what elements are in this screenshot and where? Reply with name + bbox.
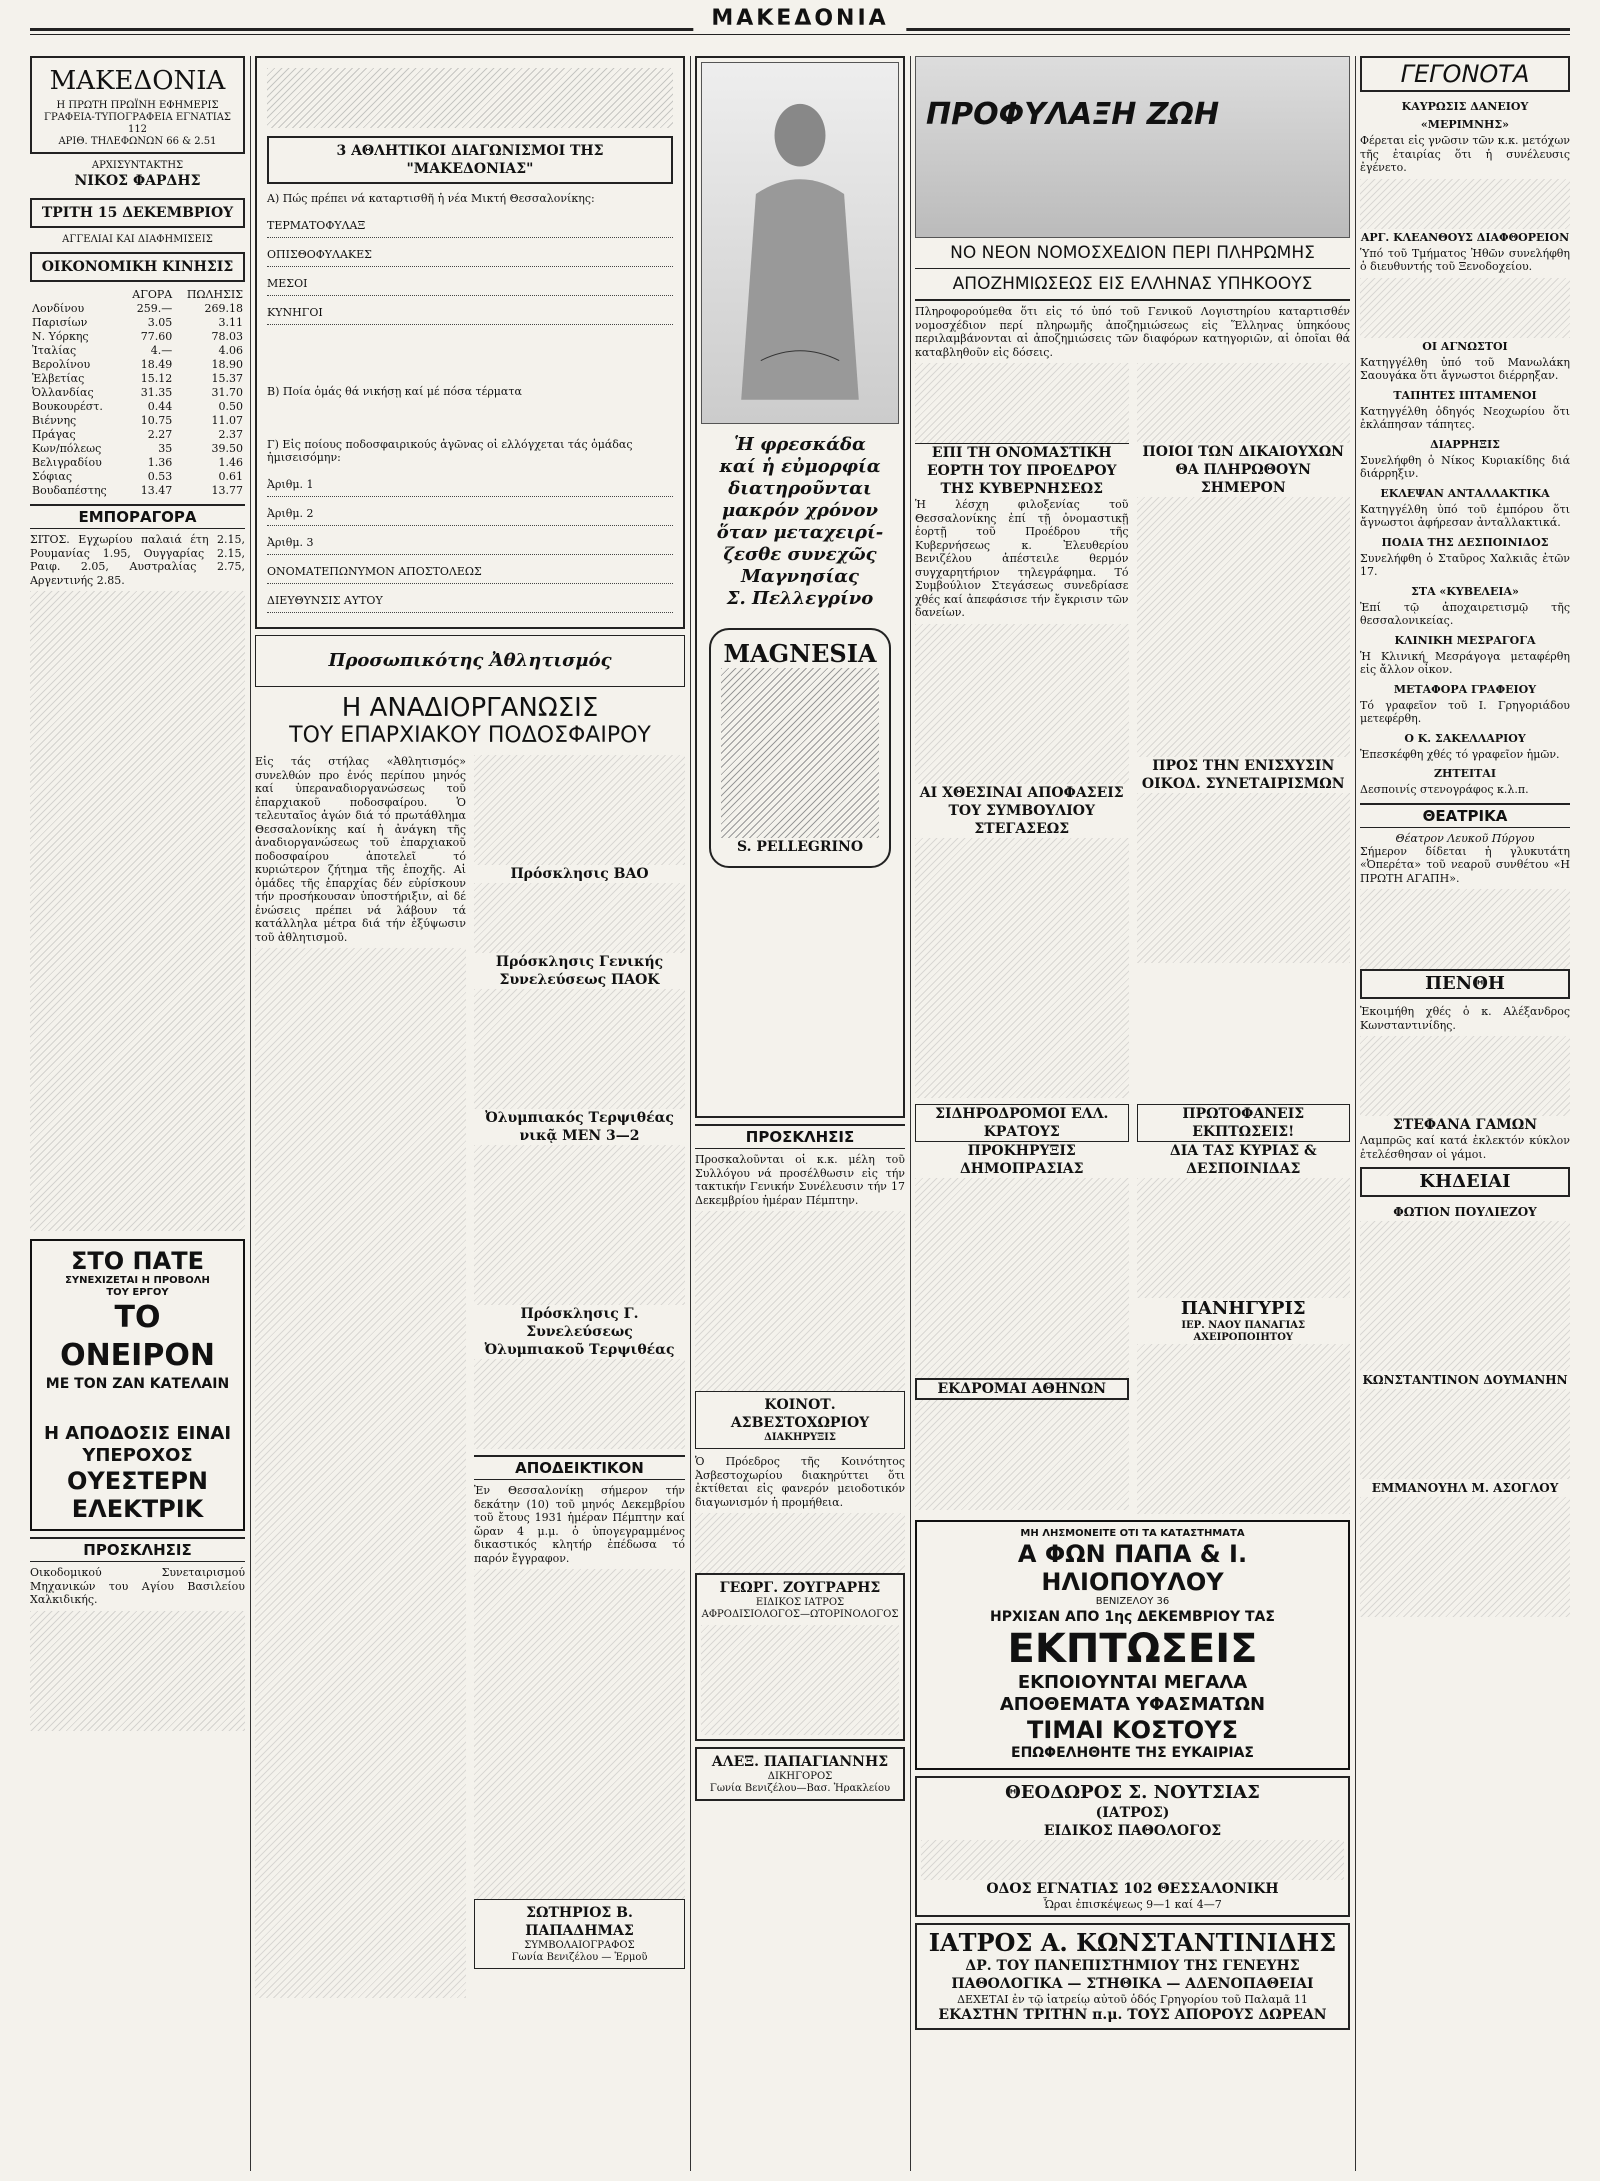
pate-cinema-ad (30, 1239, 245, 1531)
masthead-title: ΜΑΚΕΔΟΝΙΑ (693, 6, 906, 31)
buy-rate: 10.75 (140, 414, 173, 427)
issue-date: ΤΡΙΤΗ 15 ΔΕΚΕΜΒΡΙΟΥ (41, 205, 234, 221)
ad-slogan-line: διατηροῦνται (728, 478, 872, 499)
event-heading: Ο Κ. ΣΑΚΕΛΛΑΡΙΟΥ (1404, 731, 1526, 745)
doctor-specialty: ΑΦΡΟΔΙΣΙΟΛΟΓΟΣ—ΩΤΟΡΙΝΟΛΟΓΟΣ (701, 1609, 899, 1620)
article-text-block (915, 624, 1129, 784)
currency-name: Πράγας (32, 428, 76, 441)
event-heading: ΚΛΙΝΙΚΗ ΜΕΣΡΑΓΟΓΑ (1394, 633, 1536, 647)
contest-coupon (255, 56, 685, 629)
ad-slogan-line: μακρόν χρόνον (721, 500, 879, 521)
invite-heading: ΠΡΟΣΚΛΗΣΙΣ (30, 1537, 245, 1562)
editor-name: ΝΙΚΟΣ ΦΑΡΔΗΣ (74, 173, 201, 189)
article-text-block (474, 1145, 685, 1305)
currency-name: Βιέννης (32, 414, 77, 427)
event-heading: ΟΙ ΑΓΝΩΣΤΟΙ (1422, 339, 1508, 353)
invite-heading: ΠΡΟΣΚΛΗΣΙΣ (695, 1124, 905, 1149)
invite-text: Οικοδομικού Συνεταιρισμού Μηχανικών του Αγίου Βασιλείου Χαλκιδικής. (30, 1566, 245, 1606)
table-header-cell (30, 288, 123, 302)
article-columns (915, 363, 1350, 1098)
lawyer2-name: ΑΛΕΞ. ΠΑΠΑΓΙΑΝΝΗΣ (711, 1754, 889, 1770)
event-text: Κατηγγέλθη ὁδηγός Νεοχωρίου ὅτι ἐκλάπησαν τάπητες. (1360, 404, 1570, 431)
event-heading: ΣΤΑ «ΚΥΒΕΛΕΙΑ» (1411, 584, 1519, 598)
doctor3-note: ΔΕΧΕΤΑΙ ἐν τῷ ἰατρείῳ αὐτοῦ ὁδός Γρηγορίου τοῦ Παλαμᾶ 11 (957, 1992, 1308, 2006)
coupon-field: ΜΕΣΟΙ (267, 271, 673, 296)
article-text-block (474, 1359, 685, 1449)
article-text-block (915, 838, 1129, 1098)
paper-title: ΜΑΚΕΔΟΝΙΑ (49, 66, 226, 96)
sell-rate: 3.11 (218, 316, 243, 329)
pate-ad-line: ΣΥΝΕΧΙΖΕΤΑΙ Η ΠΡΟΒΟΛΗ (65, 1275, 210, 1286)
invite-text-block (695, 1211, 905, 1391)
buy-rate: 1.36 (147, 456, 173, 469)
table-row (30, 484, 245, 498)
currency-name: Ἑλβετίας (32, 372, 85, 385)
column-rule (1355, 56, 1356, 2171)
sell-rate: 31.70 (211, 386, 243, 399)
lawyer2-ad (695, 1747, 905, 1801)
buy-rate: 35 (158, 442, 173, 455)
coupon-field: Ἀριθμ. 1 (267, 472, 673, 497)
community-notice (695, 1391, 905, 1449)
store-ad-line: ΤΙΜΑΙ ΚΟΣΤΟΥΣ (1027, 1715, 1238, 1744)
doctor2-text-block (921, 1840, 1344, 1880)
banner-illustration (915, 56, 1350, 238)
market-text-block (30, 591, 245, 1231)
certificate-heading: ΑΠΟΔΕΙΚΤΙΚΟΝ (474, 1455, 685, 1480)
doctor2-ad (915, 1776, 1350, 1917)
invite-text: Προσκαλοῦνται οἱ κ.κ. μέλη τοῦ Συλλόγου νά προσέλθωσιν εἰς τήν τακτικήν Γενικήν Συνέλευσιν τήν 17 Δεκεμβρίου ἡμέραν Πέμπτην. (695, 1153, 905, 1207)
doctor2-specialty: ΕΙΔΙΚΟΣ ΠΑΘΟΛΟΓΟΣ (1043, 1822, 1222, 1839)
lead-text: Πληροφορούμεθα ὅτι εἰς τό ὑπό τοῦ Γενικοῦ Λογιστηρίου καταρτισθέν νομοσχέδιον περί πληρωμῆς ἀποζημιώσεως εἰς Ἕλληνας ὑπηκόους περιλαμβάνονται αἱ ἀποζημιώσεις τῶν διαφόρων κατηγοριῶν, αἱ ὁποῖαι θά καταβληθοῦν εἰς δόσεις. (915, 305, 1350, 359)
lawyer2-address: Γωνία Βενιζέλου—Βασ. Ἡρακλείου (709, 1783, 891, 1794)
buy-rate: 3.05 (147, 316, 173, 329)
ad-slogan-line: Ἡ φρεσκάδα (734, 434, 866, 455)
sell-rate: 11.07 (211, 414, 243, 427)
currency-name: Ὀλλανδίας (32, 386, 94, 399)
festival-text-block (1137, 1344, 1351, 1514)
ad-slogan-line: ζεσθε συνεχῶς (723, 544, 877, 565)
sub-heading: ΕΠΙ ΤΗ ΟΝΟΜΑΣΤΙΚΗ ΕΟΡΤΗ ΤΟΥ ΠΡΟΕΔΡΟΥ ΤΗΣ ΚΥΒΕΡΝΗΣΕΩΣ (915, 443, 1129, 498)
store-ad-line: ΜΗ ΛΗΣΜΟΝΕΙΤΕ ΟΤΙ ΤΑ ΚΑΤΑΣΤΗΜΑΤΑ (1020, 1527, 1245, 1539)
rail-title: ΣΙΔΗΡΟΔΡΟΜΟΙ ΕΛΛ. ΚΡΑΤΟΥΣ (915, 1104, 1129, 1142)
notices-row (915, 1104, 1350, 1514)
column-rule (690, 56, 691, 2171)
economic-box (30, 252, 245, 282)
economic-heading: ΟΙΚΟΝΟΜΙΚΗ ΚΙΝΗΣΙΣ (41, 259, 234, 275)
sub-heading: Πρόσκλησις Γ. Συνελεύσεως Ὀλυμπιακοῦ Τερψιθέας (484, 1306, 675, 1358)
currency-name: Βελιγραδίου (32, 456, 102, 469)
table-row (30, 358, 245, 372)
doctor2-name: ΘΕΟΔΩΡΟΣ Σ. ΝΟΥΤΣΙΑΣ (1005, 1781, 1260, 1803)
doctor-title: ΕΙΔΙΚΟΣ ΙΑΤΡΟΣ (755, 1597, 845, 1608)
contest-question: Β) Ποία ὁμάς θά νικήσῃ καί μέ πόσα τέρματα (267, 385, 522, 398)
sale-text-block (1137, 1178, 1351, 1298)
pate-ad-line: ΣΤΟ ΠΑΤΕ (71, 1247, 204, 1275)
paper-address: ΓΡΑΦΕΙΑ-ΤΥΠΟΓΡΑΦΕΙΑ ΕΓΝΑΤΙΑΣ 112 (44, 112, 231, 135)
buy-rate: 13.47 (140, 484, 173, 497)
doctor2-hours: Ὧραι ἐπισκέψεως 9—1 καί 4—7 (1043, 1897, 1222, 1911)
store-ad-line: ΗΡΧΙΣΑΝ ΑΠΟ 1ης ΔΕΚΕΜΒΡΙΟΥ ΤΑΣ (990, 1608, 1275, 1625)
community-title: ΚΟΙΝΟΤ. ΑΣΒΕΣΤΟΧΩΡΙΟΥ (730, 1397, 870, 1431)
community-text-block (695, 1513, 905, 1573)
doctor3-specialty: ΠΑΘΟΛΟΓΙΚΑ — ΣΤΗΘΙΚΑ — ΑΔΕΝΟΠΑΘΕΙΑΙ (951, 1975, 1314, 1992)
article-text-block (1137, 363, 1351, 443)
ad-slogan-line: Μαγνησίας (740, 566, 860, 587)
lawyer-ad (474, 1899, 685, 1969)
event-text: Φέρεται εἰς γνῶσιν τῶν κ.κ. μετόχων τῆς ἐταιρίας ὅτι ἡ συνέλευσις ἐγένετο. (1360, 134, 1570, 174)
table-row (30, 330, 245, 344)
event-text: Κατηγγέλθη ὑπό τοῦ ἐμπόρου ὅτι ἄγνωστοι ἀφήρεσαν ἀνταλλακτικά. (1360, 502, 1570, 529)
theatre-sub: Θέατρον Λευκοῦ Πύργου (1395, 831, 1535, 845)
event-heading: ΚΑΥΡΩΣΙΣ ΔΑΝΕΙΟΥ «ΜΕΡΙΜΝΗΣ» (1401, 100, 1529, 131)
article-headline: Η ΑΝΑΔΙΟΡΓΑΝΩΣΙΣ (341, 693, 599, 723)
ad-slogan-line: καί ἡ εὐμορφία (719, 456, 881, 477)
sale-title: ΠΡΩΤΟΦΑΝΕΙΣ ΕΚΠΤΩΣΕΙΣ! (1137, 1104, 1351, 1142)
pellegrino-ad (695, 56, 905, 1118)
event-heading: ΜΕΤΑΦΟΡΑ ΓΡΑΦΕΙΟΥ (1393, 682, 1537, 696)
ad-illustration (701, 62, 899, 424)
pate-ad-film-title: ΤΟ ΟΝΕΙΡΟΝ (60, 1300, 215, 1373)
funeral-text-block (1360, 1221, 1570, 1371)
table-row (30, 442, 245, 456)
store-ad-name: Α ΦΩΝ ΠΑΠΑ & Ι. ΗΛΙΟΠΟΥΛΟΥ (1017, 1539, 1248, 1596)
store-ad-line: ΑΠΟΘΕΜΑΤΑ ΥΦΑΣΜΑΤΩΝ (999, 1693, 1266, 1715)
sell-rate: 39.50 (211, 442, 243, 455)
table-row (30, 316, 245, 330)
store-ad-discounts: ΕΚΠΤΩΣΕΙΣ (1007, 1625, 1258, 1672)
sell-rate: 18.90 (211, 358, 243, 371)
buy-rate: 4.— (150, 344, 173, 357)
store-ad (915, 1520, 1350, 1770)
doctor2-address: ΟΔΟΣ ΕΓΝΑΤΙΑΣ 102 ΘΕΣΣΑΛΟΝΙΚΗ (986, 1880, 1279, 1897)
magnesia-text: MAGNESIA (723, 639, 877, 668)
table-header-cell: ΠΩΛΗΣΙΣ (186, 288, 243, 301)
article-text-block (1137, 497, 1351, 757)
masthead (30, 6, 1570, 40)
table-row (30, 428, 245, 442)
coupon-field: ΚΥΝΗΓΟΙ (267, 300, 673, 325)
community-sub: ΔΙΑΚΗΡΥΞΙΣ (764, 1432, 836, 1443)
column-1 (30, 56, 245, 2171)
mourning-heading: ΠΕΝΘΗ (1425, 973, 1505, 994)
sell-rate: 269.18 (204, 302, 243, 315)
ad-slogan-line: ὅταν μεταχειρί- (716, 522, 884, 543)
event-heading: ΤΑΠΗΤΕΣ ΙΠΤΑΜΕΝΟΙ (1393, 388, 1537, 402)
article-text: Ἡ λέσχη φιλοξενίας τοῦ Θεσσαλονίκης ἐπί τῇ ὀνομαστικῇ ἑορτῇ τοῦ Προέδρου τῆς Κυβερνήσεως κ. Ἐλευθερίου Βενιζέλου ἀπέστειλε θερμόν συγχαρητήριον τηλεγράφημα. Τό Συμβούλιον Στεγάσεως συνεδρίασε χθές καί ἀπεφάσισε τήν ἔγκρισιν τῶν δανείων. (915, 498, 1129, 619)
article-headline: ΤΟΥ ΕΠΑΡΧΙΑΚΟΥ ΠΟΔΟΣΦΑΙΡΟΥ (289, 723, 651, 748)
sub-heading: Πρόσκλησις Γενικής Συνελεύσεως ΠΑΟΚ (495, 954, 664, 988)
article-text-block (915, 363, 1129, 443)
table-row (30, 456, 245, 470)
sell-rate: 78.03 (211, 330, 243, 343)
funeral-text-block (1360, 1497, 1570, 1617)
excursion-title: ΕΚΔΡΟΜΑΙ ΑΘΗΝΩΝ (915, 1378, 1129, 1400)
pate-ad-line: ΜΕ ΤΟΝ ΖΑΝ ΚΑΤΕΛΑΙΝ (45, 1376, 230, 1392)
article-text-block (255, 948, 466, 1998)
mourning-text-block (1360, 1036, 1570, 1116)
pellegrino-text: S. PELLEGRINO (736, 839, 864, 855)
column-rule (250, 56, 251, 2171)
article-text-block (1137, 793, 1351, 963)
editor-label: ΑΡΧΙΣΥΝΤΑΚΤΗΣ (91, 160, 184, 171)
sell-rate: 4.06 (218, 344, 243, 357)
currency-name: Ν. Υόρκης (32, 330, 89, 343)
coupon-field: ΤΕΡΜΑΤΟΦΥΛΑΞ (267, 213, 673, 238)
ad-slogan-line: Σ. Πελλεγρίνο (726, 588, 874, 609)
currency-name: Λονδίνου (32, 302, 85, 315)
article-headline: ΑΠΟΖΗΜΙΩΣΕΩΣ ΕΙΣ ΕΛΛΗΝΑΣ ΥΠΗΚΟΟΥΣ (915, 269, 1350, 301)
events-title-box (1360, 56, 1570, 92)
article-text: Εἰς τάς στήλας «Ἀθλητισμός» συνελθών προ ἑνός περίπου μηνός καί ὑπεραναδιοργανώσεως τοῦ ἐπαρχιακοῦ ποδοσφαίρου. Ὁ τελευταῖος ἀγών διά τό πρωτάθλημα Θεσσαλονίκης καί ἡ ἀνάγκη τῆς ἀναδιοργανώσεως τοῦ ἐπαρχιακοῦ ποδοσφαίρου ἀποτελεῖ τό κυριώτερον ζήτημα τῆς ἐποχῆς. Αἱ ὁμάδες τῆς ἐπαρχίας δέν εὑρίσκουν τήν προσήκουσαν ὑποστήριξιν, αἱ δέ ἑνώσεις πρέπει νά λάβουν τά κατάλληλα μέτρα διά τήν ἐξύψωσιν τοῦ ἀθλητισμοῦ. (255, 755, 466, 944)
doctor2-title: (ΙΑΤΡΟΣ) (1095, 1804, 1170, 1821)
funeral-name: ΕΜΜΑΝΟΥΗΛ Μ. ΑΣΟΓΛΟΥ (1371, 1481, 1559, 1495)
buy-rate: 2.27 (147, 428, 173, 441)
event-heading: ΕΚΛΕΨΑΝ ΑΝΤΑΛΛΑΚΤΙΚΑ (1380, 486, 1550, 500)
paper-nameplate (30, 56, 245, 154)
buy-rate: 0.53 (147, 470, 173, 483)
event-text-block (1360, 278, 1570, 338)
paper-subtitle: Η ΠΡΩΤΗ ΠΡΩΪΝΗ ΕΦΗΜΕΡΙΣ (56, 100, 219, 111)
contest-question: Γ) Εἰς ποίους ποδοσφαιρικούς ἀγῶνας οἱ ελλόγχεται τάς ὁμάδας ἡμισεισόμην: (267, 438, 633, 464)
coupon-field: Ἀριθμ. 3 (267, 530, 673, 555)
column-rule (910, 56, 911, 2171)
currency-name: Βερολίνου (32, 358, 91, 371)
woman-illustration (702, 63, 898, 423)
sub-heading: ΑΙ ΧΘΕΣΙΝΑΙ ΑΠΟΦΑΣΕΙΣ ΤΟΥ ΣΥΜΒΟΥΛΙΟΥ ΣΤΕΓΑΣΕΩΣ (919, 784, 1124, 837)
buy-rate: 31.35 (140, 386, 173, 399)
notice-column (915, 1104, 1129, 1514)
event-text: Κατηγγέλθη ὑπό τοῦ Μανωλάκη Σαουγάκα ὅτι ἄγνωστοι διέρρηξαν. (1360, 355, 1570, 382)
event-text: Δεσποινίς στενογράφος κ.λ.π. (1360, 783, 1529, 796)
sub-heading: ΠΡΟΣ ΤΗΝ ΕΝΙΣΧΥΣΙΝ ΟΙΚΟΔ. ΣΥΝΕΤΑΙΡΙΣΜΩΝ (1141, 758, 1345, 792)
currency-name: Σόφιας (32, 470, 73, 483)
coupon-field: ΟΠΙΣΘΟΦΥΛΑΚΕΣ (267, 242, 673, 267)
coupon-pattern (267, 68, 673, 128)
funeral-heading: ΚΗΔΕΙΑΙ (1419, 1171, 1511, 1192)
sub-heading: Πρόσκλησις ΒΑΟ (510, 866, 649, 882)
article-column (474, 755, 685, 1998)
event-text: Τό γραφεῖον τοῦ Ι. Γρηγοριάδου μετεφέρθη. (1360, 698, 1570, 725)
buy-rate: 15.12 (140, 372, 173, 385)
wedding-heading: ΣΤΕΦΑΝΑ ΓΑΜΩΝ (1392, 1117, 1538, 1133)
date-box (30, 198, 245, 228)
theatre-heading: ΘΕΑΤΡΙΚΑ (1360, 803, 1570, 828)
sell-rate: 15.37 (211, 372, 243, 385)
event-heading: ΑΡΓ. ΚΛΕΑΝΘΟΥΣ ΔΙΑΦΘΟΡΕΙΟΝ (1360, 230, 1570, 244)
lawyer-name: ΣΩΤΗΡΙΟΣ Β. ΠΑΠΑΔΗΜΑΣ (525, 1905, 634, 1939)
buy-rate: 18.49 (140, 358, 173, 371)
event-heading: ΖΗΤΕΙΤΑΙ (1433, 767, 1496, 780)
ads-label: ΑΓΓΕΛΙΑΙ ΚΑΙ ΔΙΑΦΗΜΙΣΕΙΣ (62, 234, 213, 245)
table-row (30, 344, 245, 358)
article-text-block (474, 755, 685, 865)
article-columns (255, 755, 685, 1998)
funeral-box (1360, 1167, 1570, 1197)
article-column (1137, 363, 1351, 1098)
sale-sub: ΔΙΑ ΤΑΣ ΚΥΡΙΑΣ & ΔΕΣΠΟΙΝΙΔΑΣ (1169, 1142, 1317, 1177)
rail-text-block (915, 1178, 1129, 1378)
table-header-cell: ΑΓΟΡΑ (132, 288, 173, 301)
currency-name: Βουκουρέστ. (32, 400, 103, 413)
event-text-block (1360, 179, 1570, 229)
funeral-text-block (1360, 1389, 1570, 1479)
community-text: Ὁ Πρόεδρος τῆς Κοινότητος Ἀσβεστοχωρίου διακηρύττει ὅτι ἐκτίθεται εἰς φανερόν μειοδοτικόν διαγωνισμόν ἡ προμήθεια. (695, 1455, 905, 1509)
article-text-block (474, 1569, 685, 1899)
pate-ad-line: Η ΑΠΟΔΟΣΙΣ ΕΙΝΑΙ ΥΠΕΡΟΧΟΣ (43, 1423, 232, 1466)
lawyer-address: Γωνία Βενιζέλου — Ἑρμοῦ (511, 1952, 648, 1963)
sell-rate: 0.50 (218, 400, 243, 413)
invite-text-block (30, 1611, 245, 1731)
lawyer2-title: ΔΙΚΗΓΟΡΟΣ (767, 1771, 833, 1782)
bottle-illustration (721, 668, 879, 838)
masthead-rule-thin (30, 34, 1570, 35)
currency-name: Παρισίων (32, 316, 88, 329)
lawyer-title: ΣΥΜΒΟΛΑΙΟΓΡΑΦΟΣ (524, 1940, 635, 1951)
event-text: Ἐπί τῷ ἀποχαιρετισμῷ τῆς θεσσαλονικείας. (1360, 600, 1570, 627)
commodity-heading: ΕΜΠΟΡΑΓΟΡΑ (30, 504, 245, 529)
theatre-text: Σήμερον δίδεται ἡ γλυκυτάτη «Ὀπερέτα» τοῦ νεαροῦ συνθέτου «Η ΠΡΩΤΗ ΑΓΑΠΗ». (1360, 844, 1570, 885)
table-row (30, 372, 245, 386)
buy-rate: 0.44 (147, 400, 173, 413)
article-column (255, 755, 466, 1998)
market-text: ΣΙΤΟΣ. Εγχωρίου παλαιά έτη 2.15, Ρουμανίας 1.95, Ουγγαρίας 2.15, Ραιφ. 2.05, Αυστραλίας 2.75, Αργεντινής 2.85. (30, 533, 245, 587)
store-ad-line: ΕΠΩΦΕΛΗΘΗΤΕ ΤΗΣ ΕΥΚΑΙΡΙΑΣ (1011, 1744, 1254, 1761)
banner-title: ΠΡΟΦΥΛΑΞΗ ΖΩΗ (926, 97, 1220, 132)
doctor-ad (695, 1573, 905, 1741)
sports-banner-title: Προσωπικότης Ἀθλητισμός (328, 650, 612, 671)
buy-rate: 77.60 (140, 330, 173, 343)
coupon-field: ΟΝΟΜΑΤΕΠΩΝΥΜΟΝ ΑΠΟΣΤΟΛΕΩΣ (267, 559, 673, 584)
store-ad-line: ΕΚΠΟΙΟΥΝΤΑΙ ΜΕΓΑΛΑ (1017, 1671, 1248, 1693)
event-heading: ΔΙΑΡΡΗΞΙΣ (1430, 437, 1500, 451)
buy-rate: 259.— (136, 302, 173, 315)
event-text: Συνελήφθη ὁ Σταῦρος Χαλκιᾶς ἐτῶν 17. (1360, 551, 1570, 578)
doctor3-name: ΙΑΤΡΟΣ Α. ΚΩΝΣΤΑΝΤΙΝΙΔΗΣ (928, 1927, 1337, 1957)
store-ad-line: ΒΕΝΙΖΕΛΟΥ 36 (1095, 1595, 1170, 1607)
doctor3-title: ΔΡ. ΤΟΥ ΠΑΝΕΠΙΣΤΗΜΙΟΥ ΤΗΣ ΓΕΝΕΥΗΣ (965, 1957, 1300, 1974)
table-row (30, 400, 245, 414)
sports-banner (255, 635, 685, 687)
article-headline: ΝΟ ΝΕΟΝ ΝΟΜΟΣΧΕΔΙΟΝ ΠΕΡΙ ΠΛΗΡΩΜΗΣ (915, 238, 1350, 269)
ad-slogan (701, 424, 899, 620)
rail-sub: ΠΡΟΚΗΡΥΞΙΣ ΔΗΜΟΠΡΑΣΙΑΣ (959, 1142, 1084, 1177)
column-2 (255, 56, 685, 2171)
doctor-text-block (701, 1625, 899, 1735)
table-header (30, 288, 245, 302)
contest-question: Α) Πώς πρέπει νά καταρτισθῆ ἡ νέα Μικτή Θεσσαλονίκης: (267, 192, 595, 205)
sell-rate: 13.77 (211, 484, 243, 497)
events-title: ΓΕΓΟΝΟΤΑ (1400, 60, 1530, 88)
event-text: Ἐπεσκέφθη χθές τό γραφεῖον ἡμῶν. (1360, 747, 1560, 761)
paper-phones: ΑΡΙΘ. ΤΗΛΕΦΩΝΩΝ 66 & 2.51 (58, 136, 217, 147)
sell-rate: 2.37 (218, 428, 243, 441)
currency-name: Βουδαπέστης (32, 484, 107, 497)
pate-ad-line: ΤΟΥ ΕΡΓΟΥ (106, 1287, 169, 1298)
notice-column (1137, 1104, 1351, 1514)
doctor3-ad (915, 1923, 1350, 2030)
sub-heading: Ὀλυμπιακός Τερψιθέας νικᾷ ΜΕΝ 3—2 (485, 1110, 674, 1144)
article-column (915, 363, 1129, 1098)
event-heading: ΠΟΔΙΑ ΤΗΣ ΔΕΣΠΟΙΝΙΔΟΣ (1381, 535, 1549, 549)
column-4 (915, 56, 1350, 2171)
funeral-name: ΚΩΝΣΤΑΝΤΙΝΟΝ ΔΟΥΜΑΝΗΝ (1362, 1373, 1568, 1387)
festival-sub: ΙΕΡ. ΝΑΟΥ ΠΑΝΑΓΙΑΣ ΑΧΕΙΡΟΠΟΙΗΤΟΥ (1181, 1319, 1306, 1343)
mourning-text: Ἐκοιμήθη χθές ὁ κ. Αλέξανδρος Κωνσταντινίδης. (1360, 1005, 1570, 1032)
article-text-block (474, 989, 685, 1109)
sell-rate: 0.61 (218, 470, 243, 483)
table-row (30, 470, 245, 484)
festival-title: ΠΑΝΗΓΥΡΙΣ (1180, 1297, 1306, 1319)
doctor-name: ΓΕΩΡΓ. ΖΟΥΓΡΑΡΗΣ (719, 1580, 881, 1596)
table-row (30, 414, 245, 428)
excursion-text-block (915, 1400, 1129, 1510)
wedding-text: Λαμπρῶς καί κατά ἐκλεκτόν κύκλον ἐτελέσθησαν οἱ γάμοι. (1360, 1134, 1570, 1161)
currency-name: Ἰταλίας (32, 344, 77, 357)
magnesia-label (709, 628, 891, 868)
funeral-name: ΦΩΤΙΟΝ ΠΟΥΛΙΕΖΟΥ (1393, 1205, 1537, 1219)
event-text: Ὑπό τοῦ Τμήματος Ἠθῶν συνελήφθη ὁ διευθυντής τοῦ Ξενοδοχείου. (1360, 246, 1570, 273)
coupon-field: ΔΙΕΥΘΥΝΣΙΣ ΑΥΤΟΥ (267, 588, 673, 613)
column-5 (1360, 56, 1570, 2171)
pate-ad-line: ΟΥΕΣΤΕΡΝ ΕΛΕΚΤΡΙΚ (66, 1467, 208, 1523)
article-text-block (474, 883, 685, 953)
contest-title: 3 ΑΘΛΗΤΙΚΟΙ ΔΙΑΓΩΝΙΣΜΟΙ ΤΗΣ "ΜΑΚΕΔΟΝΙΑΣ" (267, 136, 673, 184)
event-text: Συνελήφθη ὁ Νίκος Κυριακίδης διά διάρρηξιν. (1360, 453, 1570, 480)
coupon-field: Ἀριθμ. 2 (267, 501, 673, 526)
sub-heading: ΠΟΙΟΙ ΤΩΝ ΔΙΚΑΙΟΥΧΩΝ ΘΑ ΠΛΗΡΩΘΟΥΝ ΣΗΜΕΡΟΝ (1142, 444, 1344, 496)
doctor3-free: ΕΚΑΣΤΗΝ ΤΡΙΤΗΝ π.μ. ΤΟΥΣ ΑΠΟΡΟΥΣ ΔΩΡΕΑΝ (938, 2006, 1327, 2023)
event-text: Ἡ Κλινική Μεσράγογα μεταφέρθη εἰς ἄλλον οἶκον. (1360, 649, 1570, 676)
table-row (30, 302, 245, 316)
sell-rate: 1.46 (218, 456, 243, 469)
currency-name: Κων/πόλεως (32, 442, 102, 455)
currency-table (30, 288, 245, 498)
mourning-box (1360, 969, 1570, 999)
certificate-text: Ἐν Θεσσαλονίκῃ σήμερον τήν δεκάτην (10) τοῦ μηνός Δεκεμβρίου τοῦ ἔτους 1931 ἡμέραν Πέμπτην καί ὥραν 4 μ.μ. ὁ ὑπογεγραμμένος δικαστικός κλητήρ ἐπέδωσα τό παρόν ἔγγραφον. (474, 1484, 685, 1565)
table-row (30, 386, 245, 400)
theatre-text-block (1360, 889, 1570, 969)
column-3 (695, 56, 905, 2171)
